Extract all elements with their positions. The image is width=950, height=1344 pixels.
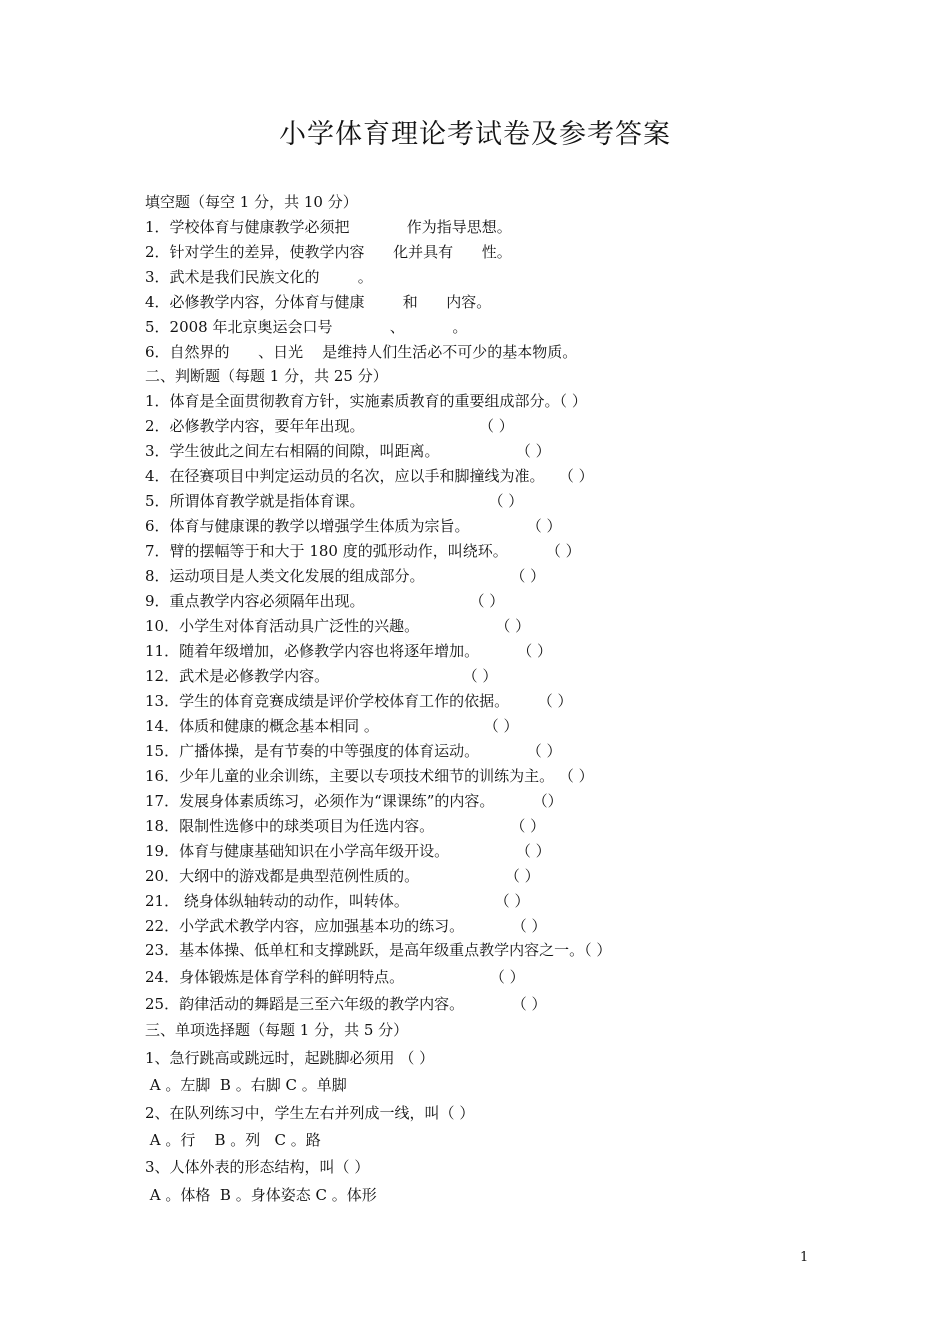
judge-item: 15．广播体操，是有节奏的中等强度的体育运动。 （ ） [145, 742, 562, 760]
judge-item: 17．发展身体素质练习，必须作为“课课练”的内容。 （） [145, 792, 563, 810]
page-title: 小学体育理论考试卷及参考答案 [279, 119, 671, 150]
judge-item: 18．限制性选修中的球类项目为任选内容。 （ ） [145, 817, 546, 835]
page-number: 1 [800, 1250, 809, 1265]
judge-item: 4．在径赛项目中判定运动员的名次，应以手和脚撞线为准。 （ ） [145, 467, 594, 485]
fill-item: 4．必修教学内容，分体育与健康 和 内容。 [145, 293, 492, 311]
fill-item: 1．学校体育与健康教学必须把 作为指导思想。 [145, 218, 512, 236]
choice-options: A 。行 B 。列 C 。路 [145, 1131, 321, 1149]
judge-item: 11．随着年级增加，必修教学内容也将逐年增加。 （ ） [145, 642, 553, 660]
judge-item: 22．小学武术教学内容，应加强基本功的练习。 （ ） [145, 917, 547, 935]
judge-item: 2．必修教学内容，要年年出现。 （ ） [145, 417, 514, 435]
judge-item: 12．武术是必修教学内容。 （ ） [145, 667, 498, 685]
fill-item: 3．武术是我们民族文化的 。 [145, 268, 373, 286]
judge-item: 9．重点教学内容必须隔年出现。 （ ） [145, 592, 505, 610]
judge-item: 16．少年儿童的业余训练，主要以专项技术细节的训练为主。 （ ） [145, 767, 594, 785]
judge-item: 6．体育与健康课的教学以增强学生体质为宗旨。 （ ） [145, 517, 562, 535]
judge-item: 1．体育是全面贯彻教育方针，实施素质教育的重要组成部分。（ ） [145, 392, 587, 410]
fill-item: 2．针对学生的差异，使教学内容 化并具有 性。 [145, 243, 512, 261]
choice-question: 1、急行跳高或跳远时，起跳脚必须用 （ ） [145, 1049, 435, 1067]
choice-options: A 。体格 B 。身体姿态 C 。体形 [145, 1186, 377, 1204]
choice-options: A 。左脚 B 。右脚 C 。单脚 [145, 1076, 347, 1094]
judge-item: 7．臂的摆幅等于和大于 180 度的弧形动作，叫绕环。 （ ） [145, 542, 581, 560]
judge-item: 23．基本体操、低单杠和支撑跳跃，是高年级重点教学内容之一。（ ） [145, 941, 612, 959]
judge-item: 24．身体锻炼是体育学科的鲜明特点。 （ ） [145, 968, 525, 986]
fill-section-header: 填空题（每空 1 分，共 10 分） [145, 193, 358, 211]
judge-item: 20．大纲中的游戏都是典型范例性质的。 （ ） [145, 867, 540, 885]
judge-item: 3．学生彼此之间左右相隔的间隙，叫距离。 （ ） [145, 442, 551, 460]
judge-item: 13．学生的体育竞赛成绩是评价学校体育工作的依据。 （ ） [145, 692, 573, 710]
choice-question: 3、人体外表的形态结构，叫（ ） [145, 1158, 370, 1176]
judge-item: 10．小学生对体育活动具广泛性的兴趣。 （ ） [145, 617, 531, 635]
fill-item: 5．2008 年北京奥运会口号 、 。 [145, 318, 468, 336]
choice-section-header: 三、单项选择题（每题 1 分，共 5 分） [145, 1021, 409, 1039]
judge-item: 21． 绕身体纵轴转动的动作，叫转体。 （ ） [145, 892, 530, 910]
judge-item: 19．体育与健康基础知识在小学高年级开设。 （ ） [145, 842, 551, 860]
choice-question: 2、在队列练习中，学生左右并列成一线，叫（ ） [145, 1104, 475, 1122]
fill-item: 6．自然界的 、日光 是维持人们生活必不可少的基本物质。 [145, 343, 578, 361]
judge-item: 8．运动项目是人类文化发展的组成部分。 （ ） [145, 567, 546, 585]
judge-item: 14．体质和健康的概念基本相同 。 （ ） [145, 717, 519, 735]
judge-item: 25．韵律活动的舞蹈是三至六年级的教学内容。 （ ） [145, 995, 547, 1013]
judge-section-header: 二、判断题（每题 1 分，共 25 分） [145, 367, 388, 385]
judge-item: 5．所谓体育教学就是指体育课。 （ ） [145, 492, 524, 510]
